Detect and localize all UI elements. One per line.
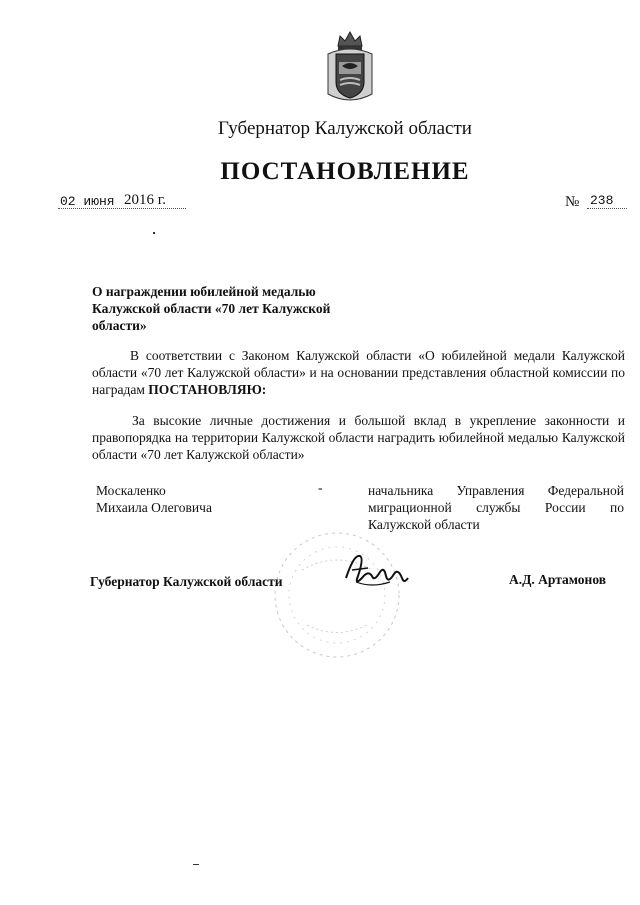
basis-text: В соответствии с Законом Калужской области «О юбилейной медали Калужской области «70 лет Калужской области» и на основании представления областной комиссии по наградам (92, 348, 625, 397)
date-underline (58, 208, 186, 209)
awardee-surname: Москаленко (96, 483, 166, 498)
awardee-position: начальника Управления Федеральной миграционной службы России по Калужской области (368, 483, 624, 532)
number-sign: № (565, 194, 580, 210)
awardee-name (96, 482, 296, 516)
subject-line: Калужской области «70 лет Калужской (92, 301, 331, 316)
document-number (565, 192, 630, 212)
awardee-given-names: Михаила Олеговича (96, 500, 212, 515)
subject-line: О награждении юбилейной медалью (92, 284, 316, 299)
signatory-title: Губернатор Калужской области (90, 574, 283, 589)
scan-mark (193, 864, 199, 865)
basis-paragraph (92, 347, 625, 398)
award-paragraph (92, 412, 625, 463)
resolve-keyword: ПОСТАНОВЛЯЮ: (148, 382, 267, 397)
date-day-month: 02 июня (60, 194, 115, 209)
document-date (58, 192, 188, 212)
date-year: 2016 г. (124, 192, 166, 208)
issuer-title: Губернатор Калужской области (218, 118, 472, 139)
document-type-title: ПОСТАНОВЛЕНИЕ (220, 158, 470, 185)
subject-line: области» (92, 318, 147, 333)
scan-mark (153, 232, 155, 234)
number-underline (587, 208, 627, 209)
award-text: За высокие личные достижения и большой вклад в укрепление законности и правопорядка на территории Калужской области наградить юбилейной медалью Калужской области «70 лет Калужской области» (92, 413, 625, 462)
handwritten-signature-icon (342, 548, 412, 594)
coat-of-arms-icon (322, 28, 378, 108)
signatory-name: А.Д. Артамонов (509, 572, 607, 587)
official-stamp-icon (262, 520, 412, 670)
number-value: 238 (590, 193, 614, 208)
subject-heading (92, 283, 352, 334)
awardee-dash: - (318, 480, 323, 495)
